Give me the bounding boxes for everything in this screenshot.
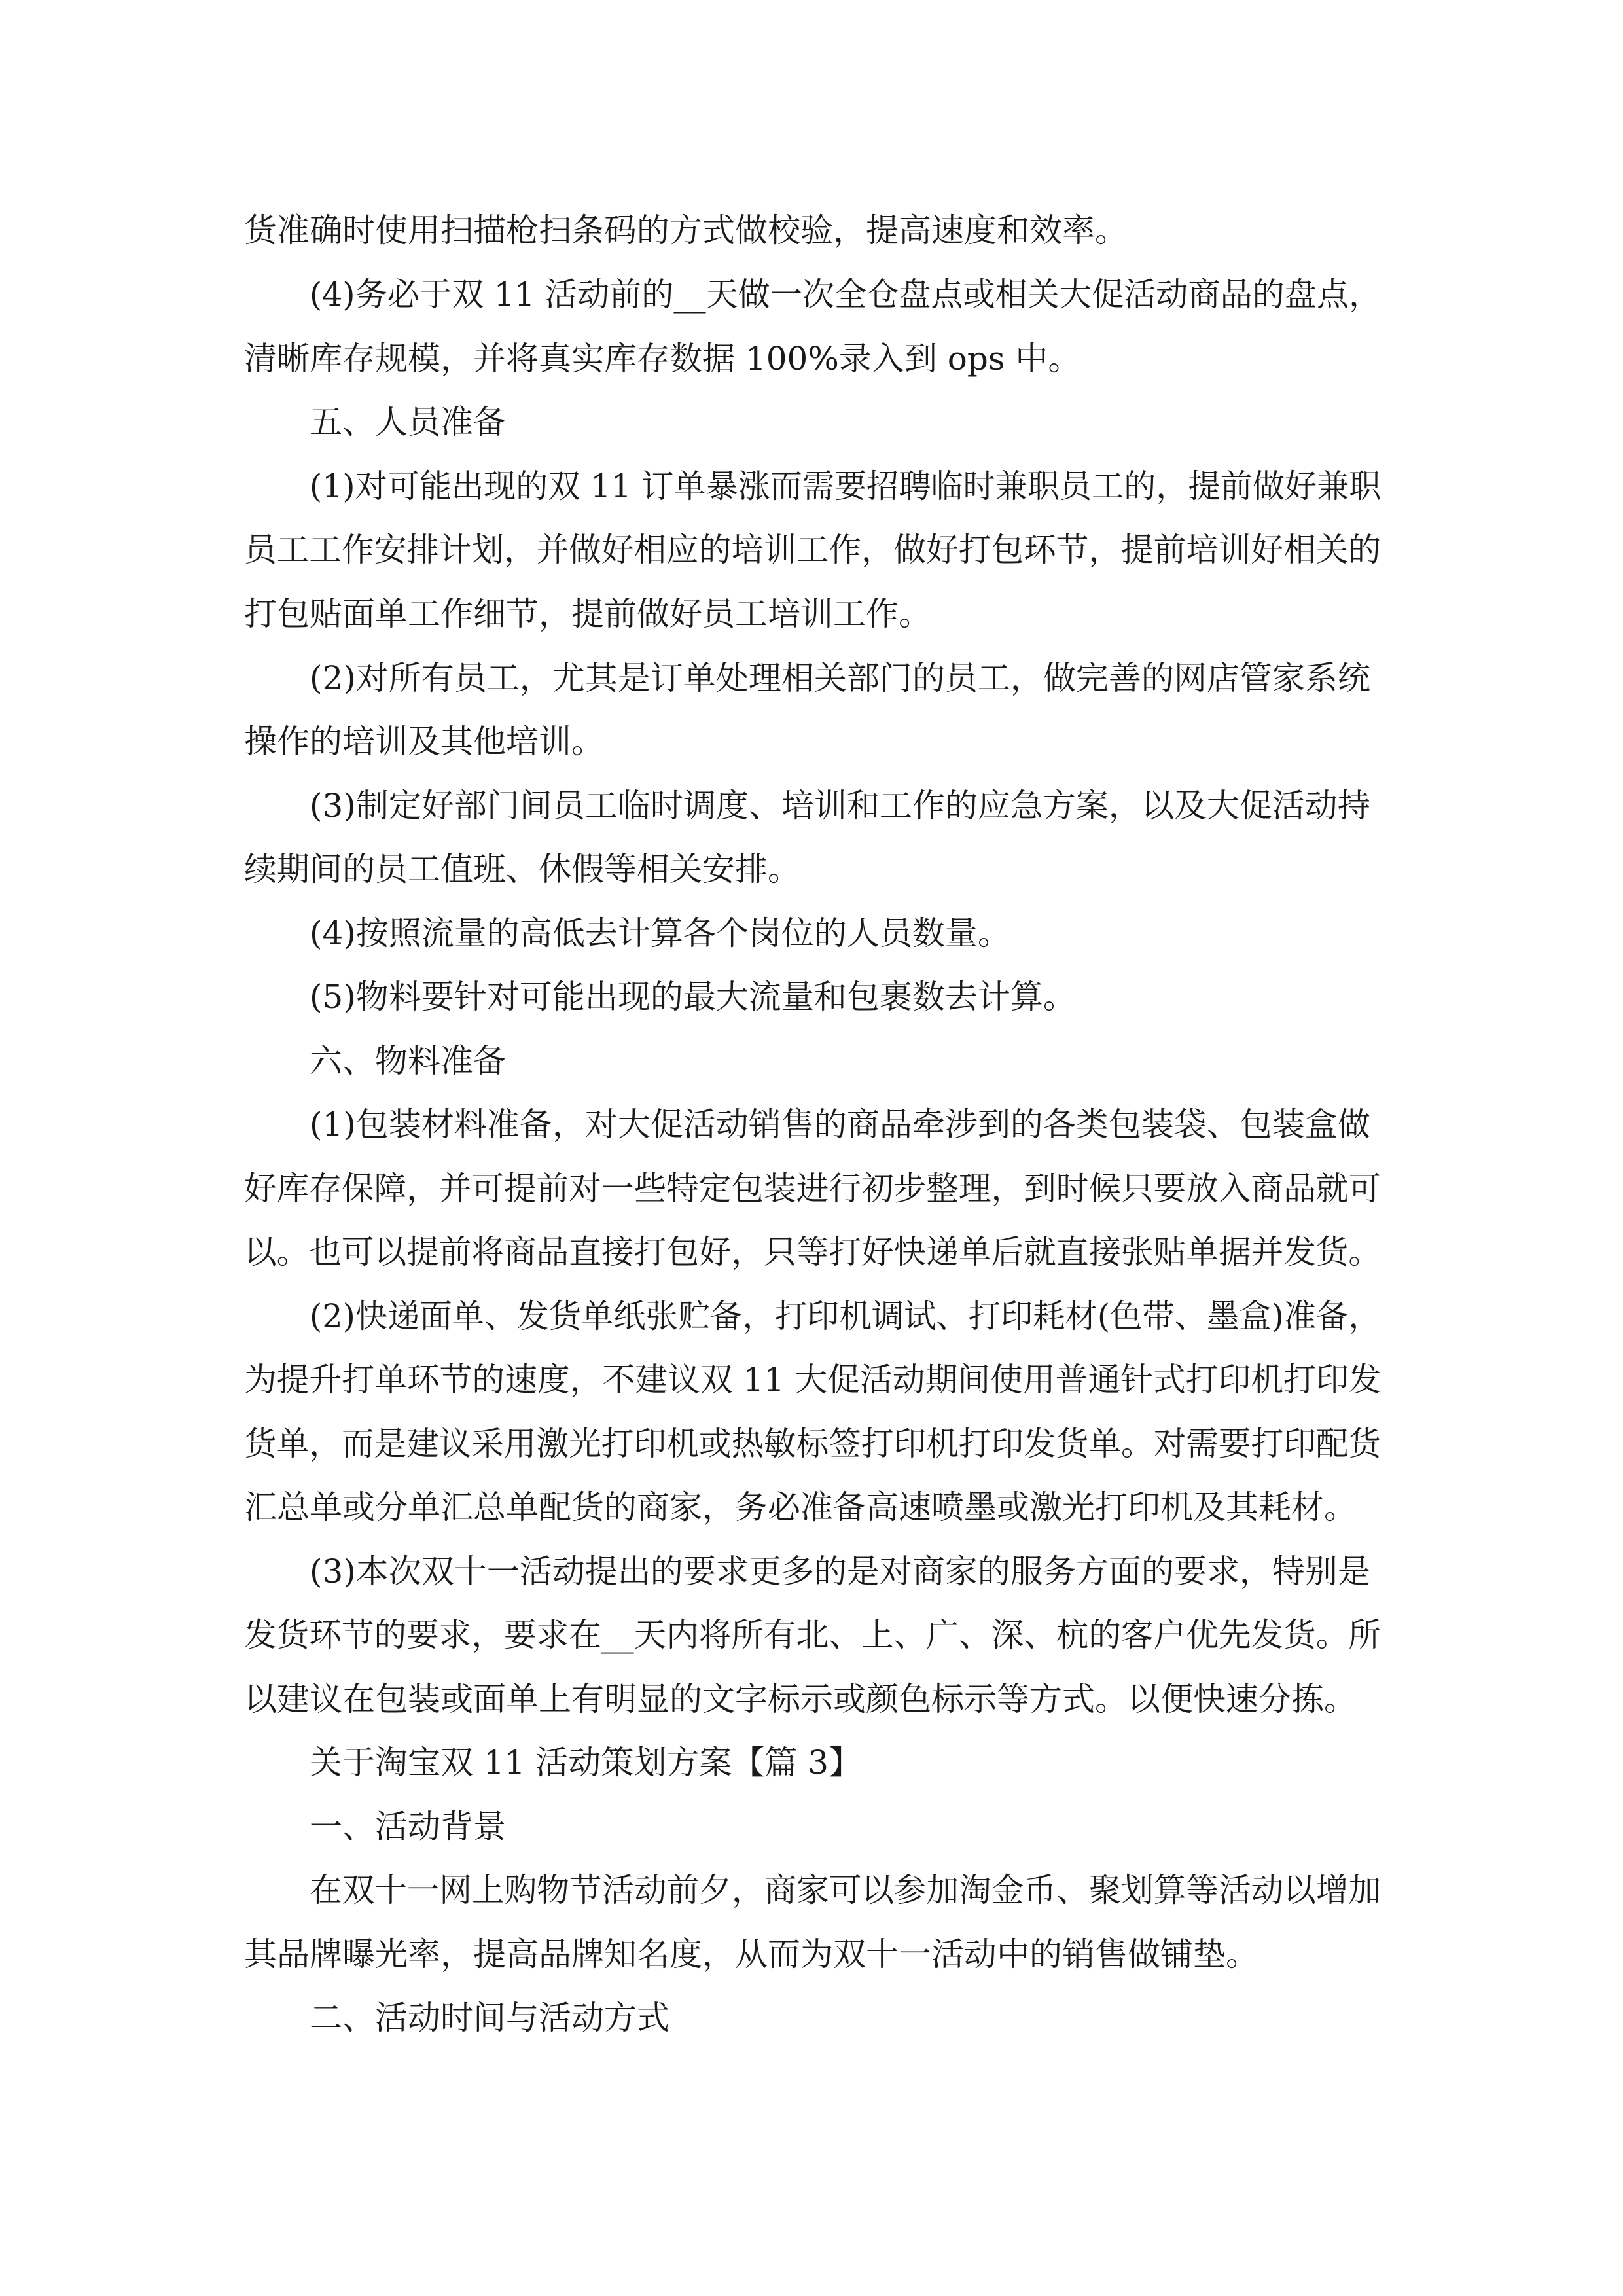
text-line: (3)制定好部门间员工临时调度、培训和工作的应急方案，以及大促活动持	[310, 787, 1370, 825]
text-line: 清晰库存规模，并将真实库存数据 100%录入到 ops 中。	[244, 340, 1081, 378]
text-line: (1)对可能出现的双 11 订单暴涨而需要招聘临时兼职员工的，提前做好兼职	[310, 467, 1382, 505]
text-line: 续期间的员工值班、休假等相关安排。	[244, 850, 800, 888]
text-line: (4)务必于双 11 活动前的__天做一次全仓盘点或相关大促活动商品的盘点，	[310, 276, 1382, 314]
text-line: 发货环节的要求，要求在__天内将所有北、上、广、深、杭的客户优先发货。所	[244, 1616, 1381, 1654]
text-line: 在双十一网上购物节活动前夕，商家可以参加淘金币、聚划算等活动以增加	[310, 1871, 1381, 1909]
text-line: (4)按照流量的高低去计算各个岗位的人员数量。	[310, 914, 1010, 952]
text-line: 以。也可以提前将商品直接打包好，只等打好快递单后就直接张贴单据并发货。	[244, 1233, 1381, 1271]
text-line: 打包贴面单工作细节，提前做好员工培训工作。	[244, 595, 931, 633]
text-line: 汇总单或分单汇总单配货的商家，务必准备高速喷墨或激光打印机及其耗材。	[244, 1488, 1357, 1526]
section-heading: 二、活动时间与活动方式	[310, 1999, 669, 2037]
text-line: 操作的培训及其他培训。	[244, 723, 604, 761]
text-line: (1)包装材料准备，对大促活动销售的商品牵涉到的各类包装袋、包装盒做	[310, 1105, 1370, 1143]
text-line: (2)对所有员工，尤其是订单处理相关部门的员工，做完善的网店管家系统	[310, 659, 1370, 697]
text-line: 员工工作安排计划，并做好相应的培训工作，做好打包环节，提前培训好相关的	[244, 531, 1381, 569]
text-line: (2)快递面单、发货单纸张贮备，打印机调试、打印耗材(色带、墨盒)准备，	[310, 1297, 1381, 1335]
text-line: 以建议在包装或面单上有明显的文字标示或颜色标示等方式。以便快速分拣。	[244, 1680, 1357, 1718]
document-title: 关于淘宝双 11 活动策划方案【篇 3】	[310, 1744, 862, 1782]
section-heading: 五、人员准备	[310, 403, 506, 441]
text-line: 为提升打单环节的速度，不建议双 11 大促活动期间使用普通针式打印机打印发	[244, 1361, 1382, 1399]
text-line: 货单，而是建议采用激光打印机或热敏标签打印机打印发货单。对需要打印配货	[244, 1425, 1381, 1463]
section-heading: 一、活动背景	[310, 1808, 506, 1846]
section-heading: 六、物料准备	[310, 1042, 506, 1080]
text-line: 货准确时使用扫描枪扫条码的方式做校验，提高速度和效率。	[244, 211, 1128, 249]
text-line: 好库存保障，并可提前对一些特定包装进行初步整理，到时候只要放入商品就可	[244, 1170, 1381, 1208]
text-line: (5)物料要针对可能出现的最大流量和包裹数去计算。	[310, 978, 1076, 1016]
text-line: (3)本次双十一活动提出的要求更多的是对商家的服务方面的要求，特别是	[310, 1552, 1370, 1590]
text-line: 其品牌曝光率，提高品牌知名度，从而为双十一活动中的销售做铺垫。	[244, 1935, 1258, 1973]
